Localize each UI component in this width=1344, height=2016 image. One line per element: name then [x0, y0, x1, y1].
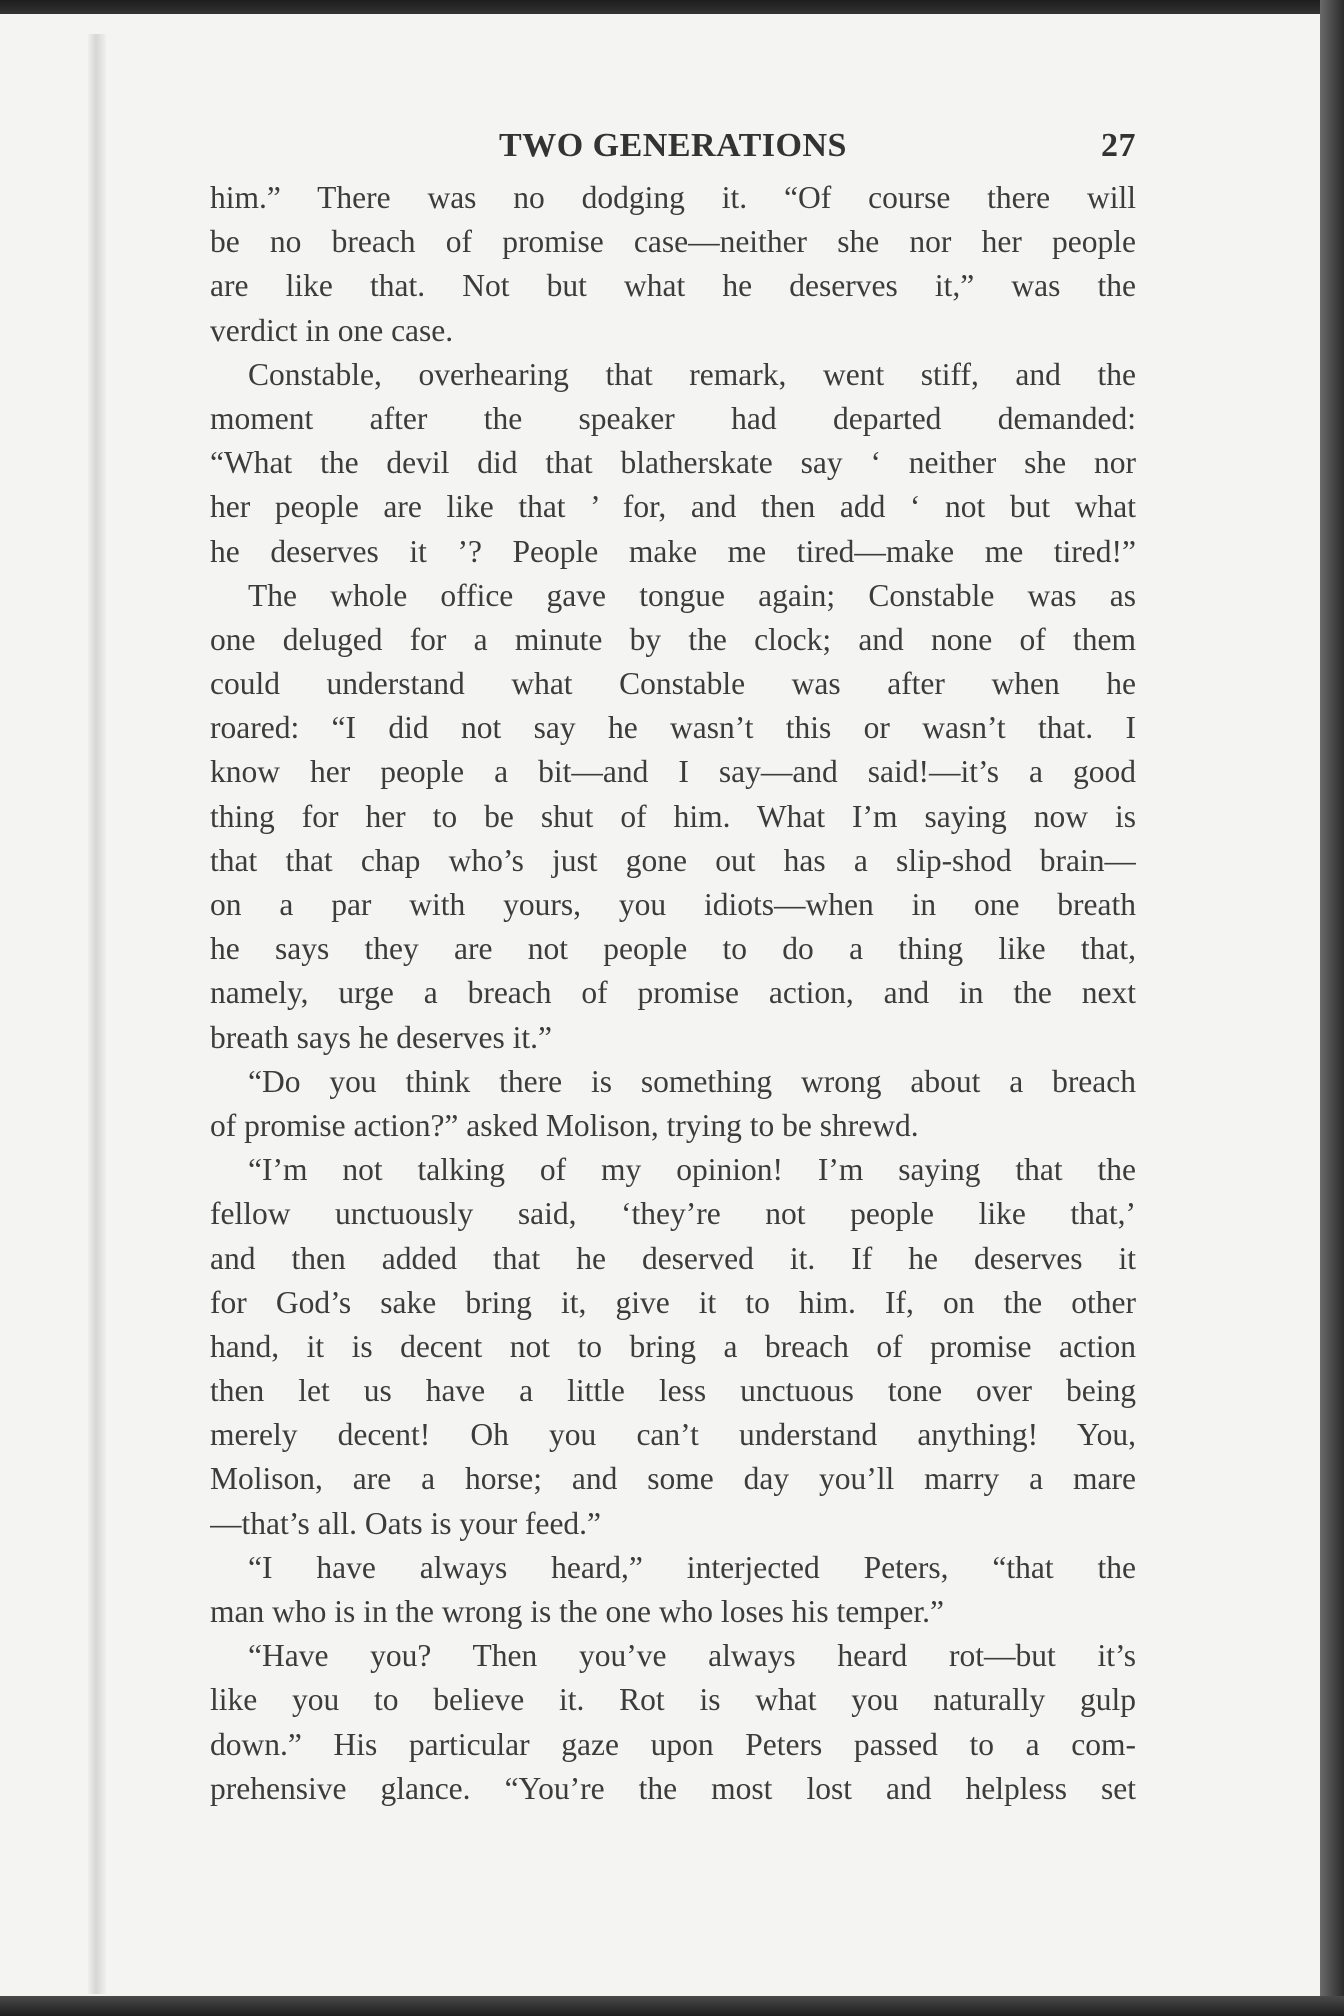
- scan-right-border: [1320, 0, 1344, 2016]
- text-line: for God’s sake bring it, give it to him. If, on the other: [210, 1284, 1136, 1320]
- page-gutter-shadow: [88, 34, 106, 1994]
- page-text-block: [210, 124, 1136, 1811]
- text-line: prehensive glance. “You’re the most lost and helpless set: [210, 1770, 1136, 1806]
- text-line: —that’s all. Oats is your feed.”: [210, 1505, 602, 1541]
- running-head: [210, 124, 1136, 168]
- text-line: hand, it is decent not to bring a breach of promise action: [210, 1328, 1136, 1364]
- page-number: 27: [1101, 127, 1136, 164]
- text-line: The whole office gave tongue again; Constable was as: [248, 577, 1136, 613]
- text-line: one deluged for a minute by the clock; and none of them: [210, 621, 1136, 657]
- text-line: be no breach of promise case—neither she nor her people: [210, 224, 1136, 260]
- text-line: moment after the speaker had departed demanded:: [210, 400, 1136, 436]
- text-line: could understand what Constable was after when he: [210, 666, 1136, 702]
- text-line: breath says he deserves it.”: [210, 1019, 552, 1055]
- text-line: namely, urge a breach of promise action, and in the next: [210, 975, 1136, 1011]
- text-line: him.” There was no dodging it. “Of course there will: [210, 180, 1136, 215]
- text-line: fellow unctuously said, ‘they’re not people like that,’: [210, 1196, 1136, 1232]
- text-line: on a par with yours, you idiots—when in one breath: [210, 887, 1136, 922]
- text-line: Molison, are a horse; and some day you’ll marry a mare: [210, 1461, 1136, 1497]
- text-line: verdict in one case.: [210, 312, 454, 348]
- text-line: that that chap who’s just gone out has a slip-shod brain—: [210, 842, 1136, 878]
- text-line: “I have always heard,” interjected Peters, “that the: [248, 1549, 1136, 1585]
- text-line: roared: “I did not say he wasn’t this or wasn’t that. I: [210, 710, 1136, 746]
- text-line: know her people a bit—and I say—and said!—it’s a good: [210, 754, 1136, 790]
- text-line: like you to believe it. Rot is what you naturally gulp: [210, 1682, 1136, 1718]
- body-text: [210, 176, 1136, 1811]
- text-line: he deserves it ’? People make me tired—make me tired!”: [210, 533, 1136, 569]
- text-line: and then added that he deserved it. If he deserves it: [210, 1240, 1136, 1276]
- text-line: “What the devil did that blatherskate say ‘ neither she nor: [210, 445, 1136, 481]
- text-line: of promise action?” asked Molison, trying to be shrewd.: [210, 1107, 919, 1143]
- text-line: merely decent! Oh you can’t understand anything! You,: [210, 1417, 1136, 1453]
- running-title: TWO GENERATIONS: [499, 127, 847, 164]
- text-line: “I’m not talking of my opinion! I’m saying that the: [248, 1152, 1136, 1188]
- text-line: Constable, overhearing that remark, went stiff, and the: [248, 356, 1136, 392]
- text-line: he says they are not people to do a thing like that,: [210, 931, 1136, 967]
- text-line: man who is in the wrong is the one who loses his temper.”: [210, 1594, 945, 1629]
- text-line: down.” His particular gaze upon Peters passed to a com-: [210, 1726, 1136, 1762]
- text-line: her people are like that ’ for, and then add ‘ not but what: [210, 489, 1136, 525]
- text-line: are like that. Not but what he deserves it,” was the: [210, 268, 1136, 304]
- scan-bottom-border: [0, 1996, 1344, 2016]
- text-line: then let us have a little less unctuous tone over being: [210, 1373, 1136, 1409]
- text-line: “Have you? Then you’ve always heard rot—but it’s: [248, 1638, 1136, 1674]
- text-line: thing for her to be shut of him. What I’m saying now is: [210, 798, 1136, 834]
- text-line: “Do you think there is something wrong about a breach: [248, 1063, 1136, 1099]
